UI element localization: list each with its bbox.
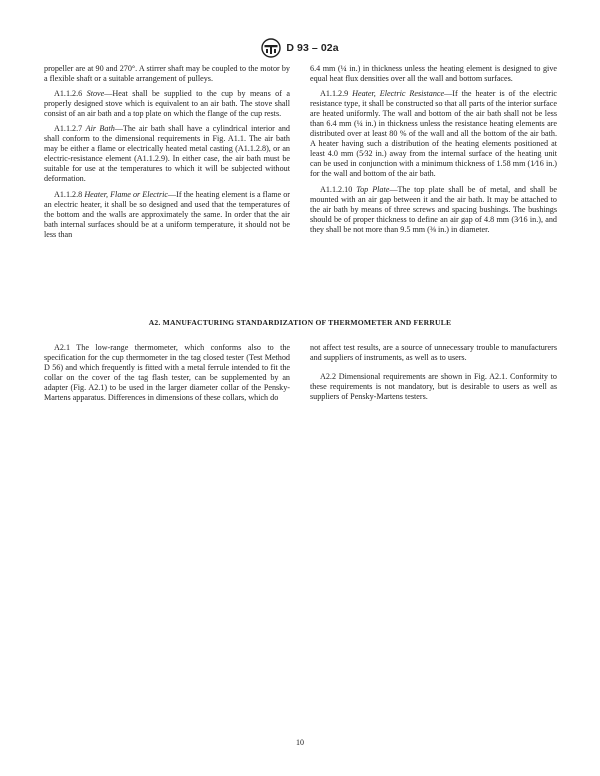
astm-logo-icon — [261, 38, 281, 58]
section-number: A1.1.2.10 — [320, 184, 357, 194]
section-number: A1.1.2.6 — [54, 89, 87, 99]
paragraph-text: 6.4 mm (¼ in.) in thickness unless the heating element is designed to give equal heat flux densities over all the wall and bottom surfaces. — [310, 64, 557, 84]
page-number: 10 — [296, 738, 304, 747]
paragraph-text: —The air bath shall have a cylindrical interior and shall conform to the dimensional requirements in Fig. A1.1. The air bath may be either a flame or electrically heated metal casting (A1.1.2.8), or an electric-resistance element (A1.1.2.9). In either case, the air bath must be suitable for use at the temperatures to which it will be subjected without deformation. — [44, 124, 290, 184]
page-header — [0, 38, 600, 58]
section-number: A1.1.2.7 — [54, 124, 86, 134]
paragraph — [44, 89, 290, 119]
paragraph — [44, 343, 290, 403]
section-heading: A2. MANUFACTURING STANDARDIZATION OF THERMOMETER AND FERRULE — [148, 318, 452, 327]
paragraph-text: A2.2 Dimensional requirements are shown in Fig. A2.1. Conformity to these requirements is not mandatory, but is desirable to users as well as suppliers of Pensky-Martens testers. — [310, 372, 557, 402]
document-designation: D 93 – 02a — [286, 42, 339, 54]
bottom-left-column — [44, 343, 290, 408]
paragraph — [310, 185, 557, 235]
section-title: Top Plate — [356, 184, 390, 194]
section-title: Heater, Flame or Electric — [84, 189, 168, 199]
bottom-right-column — [310, 343, 557, 411]
paragraph — [44, 190, 290, 240]
paragraph-text: —The top plate shall be of metal, and shall be mounted with an air gap between it and the air bath. It may be attached to the air bath by means of three screws and spacing bushings. The bushings should be of proper thickness to define an air gap of 4.8 mm (3⁄16 in.), and they shall be not more than 9.5 mm (⅜ in.) in diameter. — [310, 184, 557, 234]
paragraph — [310, 64, 557, 84]
paragraph — [44, 64, 290, 84]
paragraph — [310, 89, 557, 179]
section-number: A1.1.2.8 — [54, 189, 85, 199]
right-column — [310, 64, 557, 240]
paragraph — [44, 124, 290, 184]
section-title: Air Bath — [85, 124, 115, 134]
paragraph-text: not affect test results, are a source of unnecessary trouble to manufacturers and suppliers of instruments, as well as to users. — [310, 343, 557, 363]
left-column — [44, 64, 290, 245]
paragraph — [310, 372, 557, 402]
paragraph-text: A2.1 The low-range thermometer, which conforms also to the specification for the cup thermometer in the tag closed tester (Test Method D 56) and which frequently is fitted with a metal ferrule intended to fit the collar on the cover of the tag flash tester, can be supplemented by an adapter (Fig. A2.1) to be used in the larger diameter collar of the Pensky-Martens apparatus. Differences in dimensions of these collars, which do — [44, 343, 290, 403]
paragraph-text: —Heat shall be supplied to the cup by means of a properly designed stove which is equivalent to an air bath. The stove shall consist of an air bath and a top plate on which the flange of the cup rests. — [44, 89, 290, 119]
section-title: Heater, Electric Resistance — [352, 89, 445, 99]
paragraph — [310, 343, 557, 363]
section-title: Stove — [86, 89, 105, 99]
section-number: A1.1.2.9 — [320, 89, 353, 99]
paragraph-text: —If the heater is of the electric resistance type, it shall be constructed so that all parts of the interior surface are heated uniformly. The wall and bottom of the air bath shall not be less than 6.4 mm (¼ in.) in thickness unless the resistance heating elements are distributed over at least 80 % of the wall and all the bottom of the air bath. A heater having such a distribution of the heating elements positioned at least 4.0 mm (5⁄32 in.) away from the internal surface of the heating unit can be used in conjunction with a minimum thickness of 1.58 mm (1⁄16 in.) for the wall and bottom of the air bath. — [310, 89, 557, 179]
paragraph-text: —If the heating element is a flame or an electric heater, it shall be so designed and used that the temperatures of the bottom and the walls are approximately the same. In order that the air bath internal surfaces should be at a uniform temperature, it should not be less than — [44, 189, 291, 239]
paragraph-text: propeller are at 90 and 270°. A stirrer shaft may be coupled to the motor by a flexible shaft or a suitable arrangement of pulleys. — [44, 64, 290, 84]
